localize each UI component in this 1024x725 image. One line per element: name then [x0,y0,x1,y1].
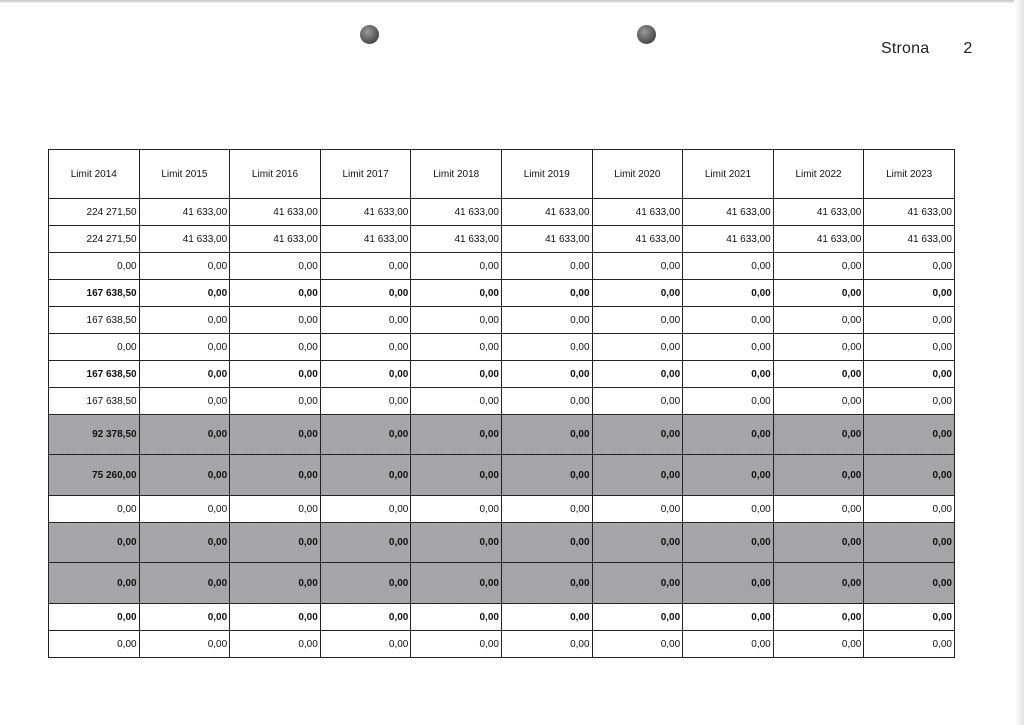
table-cell: 0,00 [592,253,683,280]
table-cell: 0,00 [864,415,955,455]
table-cell: 0,00 [139,361,230,388]
table-cell: 0,00 [230,563,321,604]
page-label: Strona [881,40,930,57]
table-cell: 0,00 [501,334,592,361]
table-cell: 0,00 [49,253,140,280]
table-cell: 0,00 [592,388,683,415]
table-cell: 0,00 [139,253,230,280]
column-header: Limit 2022 [773,150,864,199]
table-cell: 0,00 [139,563,230,604]
table-cell: 0,00 [320,334,411,361]
table-cell: 0,00 [592,307,683,334]
table-cell: 0,00 [592,361,683,388]
table-cell: 41 633,00 [592,199,683,226]
table-cell: 0,00 [49,563,140,604]
table-cell: 41 633,00 [139,199,230,226]
table-cell: 0,00 [411,563,502,604]
table-cell: 41 633,00 [683,199,774,226]
table-cell: 0,00 [411,496,502,523]
table-cell: 0,00 [230,361,321,388]
column-header: Limit 2019 [501,150,592,199]
table-row [49,523,955,563]
page-number [881,40,972,58]
table-cell: 0,00 [592,631,683,658]
table-cell: 0,00 [864,361,955,388]
table-cell: 41 633,00 [139,226,230,253]
table-cell: 0,00 [411,388,502,415]
table-cell: 0,00 [230,523,321,563]
table-cell: 0,00 [864,455,955,496]
table-cell: 0,00 [139,334,230,361]
table-cell: 0,00 [411,631,502,658]
table-body [49,199,955,658]
table-row [49,415,955,455]
table-cell: 41 633,00 [501,226,592,253]
table-cell: 0,00 [139,631,230,658]
table-cell: 0,00 [773,455,864,496]
table-cell: 0,00 [773,280,864,307]
table-cell: 0,00 [230,307,321,334]
column-header: Limit 2020 [592,150,683,199]
table-header-row [49,150,955,199]
table-cell: 0,00 [864,307,955,334]
table-cell: 167 638,50 [49,388,140,415]
column-header: Limit 2023 [864,150,955,199]
table-cell: 0,00 [683,388,774,415]
table-row [49,455,955,496]
table-cell: 0,00 [501,523,592,563]
table-cell: 0,00 [501,388,592,415]
table-row [49,253,955,280]
table-cell: 0,00 [683,496,774,523]
table-row [49,226,955,253]
table-cell: 41 633,00 [320,199,411,226]
table-cell: 41 633,00 [773,226,864,253]
table-cell: 0,00 [320,631,411,658]
table-cell: 0,00 [592,563,683,604]
table-cell: 0,00 [592,523,683,563]
table-cell: 0,00 [411,415,502,455]
table-row [49,199,955,226]
table-cell: 0,00 [49,631,140,658]
table-cell: 0,00 [411,455,502,496]
table-cell: 0,00 [320,307,411,334]
table-cell: 0,00 [683,253,774,280]
table-cell: 0,00 [230,388,321,415]
table-cell: 0,00 [773,631,864,658]
table-cell: 41 633,00 [864,199,955,226]
limits-table-container [48,149,955,658]
table-cell: 0,00 [773,523,864,563]
table-cell: 0,00 [683,631,774,658]
table-cell: 0,00 [139,604,230,631]
table-cell: 41 633,00 [411,226,502,253]
table-cell: 0,00 [773,563,864,604]
table-cell: 92 378,50 [49,415,140,455]
table-cell: 0,00 [139,280,230,307]
table-cell: 0,00 [320,455,411,496]
table-cell: 0,00 [773,604,864,631]
table-cell: 0,00 [592,455,683,496]
table-cell: 0,00 [49,334,140,361]
table-cell: 41 633,00 [230,226,321,253]
table-cell: 0,00 [501,604,592,631]
table-cell: 0,00 [683,604,774,631]
table-cell: 0,00 [501,361,592,388]
table-cell: 0,00 [501,253,592,280]
table-cell: 0,00 [49,523,140,563]
table-row [49,563,955,604]
table-cell: 0,00 [411,253,502,280]
table-cell: 0,00 [320,604,411,631]
table-cell: 0,00 [230,604,321,631]
table-cell: 0,00 [683,415,774,455]
table-cell: 0,00 [230,631,321,658]
table-cell: 0,00 [139,523,230,563]
table-cell: 0,00 [49,496,140,523]
table-cell: 0,00 [773,334,864,361]
table-row [49,307,955,334]
table-cell: 41 633,00 [592,226,683,253]
table-cell: 0,00 [864,523,955,563]
table-cell: 0,00 [592,334,683,361]
table-cell: 0,00 [683,523,774,563]
table-cell: 0,00 [411,604,502,631]
page-number-value: 2 [963,40,973,57]
table-cell: 0,00 [501,496,592,523]
table-cell: 0,00 [320,563,411,604]
table-cell: 0,00 [864,388,955,415]
table-cell: 0,00 [320,496,411,523]
table-cell: 0,00 [320,415,411,455]
table-row [49,361,955,388]
table-cell: 0,00 [501,280,592,307]
table-cell: 0,00 [320,280,411,307]
table-cell: 0,00 [864,496,955,523]
table-row [49,280,955,307]
table-cell: 0,00 [501,455,592,496]
column-header: Limit 2017 [320,150,411,199]
table-cell: 0,00 [592,280,683,307]
table-cell: 0,00 [230,415,321,455]
table-cell: 0,00 [230,334,321,361]
column-header: Limit 2021 [683,150,774,199]
table-cell: 41 633,00 [320,226,411,253]
column-header: Limit 2016 [230,150,321,199]
table-cell: 0,00 [592,496,683,523]
table-cell: 0,00 [864,631,955,658]
table-cell: 41 633,00 [773,199,864,226]
column-header: Limit 2018 [411,150,502,199]
table-cell: 0,00 [683,361,774,388]
table-cell: 0,00 [592,415,683,455]
table-cell: 75 260,00 [49,455,140,496]
table-cell: 41 633,00 [864,226,955,253]
table-row [49,334,955,361]
table-cell: 0,00 [864,604,955,631]
table-cell: 0,00 [773,307,864,334]
punch-hole-icon [360,25,379,44]
table-cell: 0,00 [411,361,502,388]
table-cell: 0,00 [139,455,230,496]
table-cell: 0,00 [773,496,864,523]
table-cell: 0,00 [49,604,140,631]
table-cell: 0,00 [773,388,864,415]
table-cell: 41 633,00 [501,199,592,226]
table-row [49,388,955,415]
table-cell: 0,00 [230,455,321,496]
table-cell: 0,00 [773,415,864,455]
table-row [49,496,955,523]
table-cell: 0,00 [864,253,955,280]
table-cell: 0,00 [411,280,502,307]
table-cell: 0,00 [592,604,683,631]
column-header: Limit 2015 [139,150,230,199]
page-edge-shadow [1014,0,1024,725]
table-cell: 0,00 [139,415,230,455]
table-cell: 0,00 [411,523,502,563]
table-cell: 0,00 [864,563,955,604]
table-cell: 0,00 [683,563,774,604]
table-cell: 0,00 [683,307,774,334]
table-cell: 0,00 [411,307,502,334]
table-cell: 0,00 [139,307,230,334]
table-cell: 0,00 [320,361,411,388]
table-cell: 0,00 [320,523,411,563]
table-cell: 0,00 [683,334,774,361]
column-header: Limit 2014 [49,150,140,199]
table-cell: 0,00 [864,334,955,361]
table-cell: 0,00 [139,388,230,415]
table-row [49,604,955,631]
table-cell: 167 638,50 [49,307,140,334]
table-cell: 0,00 [683,280,774,307]
table-cell: 41 633,00 [411,199,502,226]
table-cell: 0,00 [773,253,864,280]
table-cell: 0,00 [411,334,502,361]
table-cell: 167 638,50 [49,361,140,388]
table-cell: 0,00 [230,496,321,523]
table-cell: 0,00 [773,361,864,388]
table-cell: 0,00 [683,455,774,496]
table-cell: 0,00 [864,280,955,307]
table-cell: 0,00 [230,253,321,280]
table-cell: 224 271,50 [49,226,140,253]
limits-table [48,149,955,658]
table-row [49,631,955,658]
table-cell: 0,00 [501,415,592,455]
table-cell: 0,00 [230,280,321,307]
top-rule [0,0,1024,3]
table-cell: 0,00 [320,388,411,415]
table-cell: 41 633,00 [230,199,321,226]
table-cell: 0,00 [320,253,411,280]
table-cell: 224 271,50 [49,199,140,226]
table-cell: 0,00 [501,631,592,658]
punch-hole-icon [637,25,656,44]
table-cell: 0,00 [501,307,592,334]
table-cell: 0,00 [501,563,592,604]
table-cell: 167 638,50 [49,280,140,307]
table-cell: 0,00 [139,496,230,523]
table-cell: 41 633,00 [683,226,774,253]
